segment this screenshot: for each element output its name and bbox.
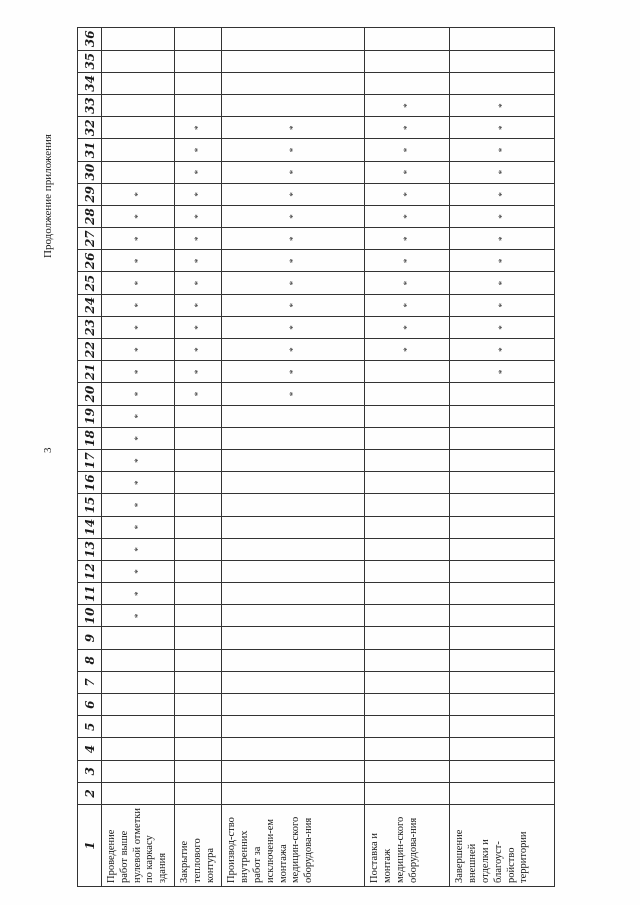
- column-header-27: 27: [78, 228, 102, 250]
- empty-cell: [222, 427, 365, 449]
- empty-cell: [365, 583, 450, 605]
- schedule-mark: *: [102, 472, 175, 494]
- schedule-mark: *: [450, 361, 555, 383]
- column-header-12: 12: [78, 560, 102, 582]
- empty-cell: [450, 494, 555, 516]
- empty-cell: [365, 538, 450, 560]
- empty-cell: [365, 560, 450, 582]
- schedule-mark: *: [365, 94, 450, 116]
- schedule-mark: *: [102, 183, 175, 205]
- schedule-mark: *: [102, 361, 175, 383]
- empty-cell: [365, 361, 450, 383]
- empty-cell: [450, 605, 555, 627]
- empty-cell: [102, 28, 175, 51]
- schedule-mark: *: [174, 205, 221, 227]
- column-header-36: 36: [78, 28, 102, 51]
- empty-cell: [222, 72, 365, 94]
- schedule-mark: *: [450, 272, 555, 294]
- schedule-table-wrapper: [77, 27, 549, 887]
- schedule-mark: *: [365, 272, 450, 294]
- row-label: Закрытие теплового контура: [174, 804, 221, 886]
- schedule-mark: *: [365, 228, 450, 250]
- column-header-7: 7: [78, 671, 102, 693]
- empty-cell: [174, 560, 221, 582]
- empty-cell: [450, 738, 555, 760]
- empty-cell: [102, 627, 175, 649]
- schedule-mark: *: [365, 250, 450, 272]
- empty-cell: [174, 28, 221, 51]
- empty-cell: [174, 760, 221, 782]
- empty-cell: [102, 139, 175, 161]
- empty-cell: [450, 72, 555, 94]
- empty-cell: [450, 782, 555, 804]
- schedule-mark: *: [174, 316, 221, 338]
- empty-cell: [222, 560, 365, 582]
- empty-cell: [174, 72, 221, 94]
- empty-cell: [222, 760, 365, 782]
- empty-cell: [102, 671, 175, 693]
- schedule-mark: *: [222, 183, 365, 205]
- column-header-16: 16: [78, 472, 102, 494]
- empty-cell: [174, 738, 221, 760]
- empty-cell: [174, 649, 221, 671]
- empty-cell: [222, 472, 365, 494]
- row-2: [222, 28, 365, 887]
- empty-cell: [174, 694, 221, 716]
- schedule-mark: *: [222, 361, 365, 383]
- column-header-17: 17: [78, 449, 102, 471]
- empty-cell: [450, 538, 555, 560]
- schedule-mark: *: [102, 427, 175, 449]
- schedule-mark: *: [222, 339, 365, 361]
- column-header-1: 1: [78, 804, 102, 886]
- schedule-mark: *: [222, 161, 365, 183]
- empty-cell: [365, 782, 450, 804]
- empty-cell: [102, 117, 175, 139]
- column-header-14: 14: [78, 516, 102, 538]
- schedule-mark: *: [222, 228, 365, 250]
- empty-cell: [365, 738, 450, 760]
- empty-cell: [102, 760, 175, 782]
- empty-cell: [450, 28, 555, 51]
- empty-cell: [365, 716, 450, 738]
- schedule-mark: *: [365, 117, 450, 139]
- schedule-mark: *: [102, 339, 175, 361]
- empty-cell: [222, 671, 365, 693]
- empty-cell: [222, 50, 365, 72]
- schedule-mark: *: [102, 405, 175, 427]
- empty-cell: [365, 494, 450, 516]
- empty-cell: [102, 50, 175, 72]
- schedule-mark: *: [450, 94, 555, 116]
- schedule-mark: *: [222, 139, 365, 161]
- schedule-mark: *: [222, 272, 365, 294]
- column-header-11: 11: [78, 583, 102, 605]
- empty-cell: [450, 694, 555, 716]
- column-header-2: 2: [78, 782, 102, 804]
- empty-cell: [365, 383, 450, 405]
- schedule-mark: *: [174, 361, 221, 383]
- column-header-9: 9: [78, 627, 102, 649]
- empty-cell: [222, 405, 365, 427]
- empty-cell: [450, 671, 555, 693]
- schedule-mark: *: [365, 139, 450, 161]
- schedule-mark: *: [450, 316, 555, 338]
- schedule-mark: *: [365, 205, 450, 227]
- column-header-33: 33: [78, 94, 102, 116]
- schedule-mark: *: [365, 161, 450, 183]
- schedule-mark: *: [222, 316, 365, 338]
- empty-cell: [174, 405, 221, 427]
- empty-cell: [365, 516, 450, 538]
- schedule-mark: *: [174, 161, 221, 183]
- empty-cell: [450, 516, 555, 538]
- schedule-mark: *: [174, 383, 221, 405]
- empty-cell: [365, 671, 450, 693]
- column-header-23: 23: [78, 316, 102, 338]
- column-header-25: 25: [78, 272, 102, 294]
- empty-cell: [222, 738, 365, 760]
- empty-cell: [450, 760, 555, 782]
- empty-cell: [365, 405, 450, 427]
- row-3: [365, 28, 450, 887]
- empty-cell: [102, 694, 175, 716]
- empty-cell: [450, 583, 555, 605]
- empty-cell: [450, 383, 555, 405]
- empty-cell: [222, 449, 365, 471]
- empty-cell: [365, 427, 450, 449]
- empty-cell: [174, 583, 221, 605]
- schedule-mark: *: [450, 339, 555, 361]
- empty-cell: [174, 671, 221, 693]
- column-header-8: 8: [78, 649, 102, 671]
- schedule-mark: *: [102, 205, 175, 227]
- empty-cell: [365, 28, 450, 51]
- schedule-mark: *: [102, 583, 175, 605]
- column-header-4: 4: [78, 738, 102, 760]
- column-header-34: 34: [78, 72, 102, 94]
- empty-cell: [102, 716, 175, 738]
- column-header-18: 18: [78, 427, 102, 449]
- schedule-mark: *: [450, 228, 555, 250]
- empty-cell: [174, 516, 221, 538]
- schedule-mark: *: [174, 183, 221, 205]
- schedule-mark: *: [450, 139, 555, 161]
- empty-cell: [174, 50, 221, 72]
- schedule-mark: *: [450, 205, 555, 227]
- empty-cell: [222, 516, 365, 538]
- empty-cell: [222, 494, 365, 516]
- empty-cell: [222, 716, 365, 738]
- column-header-20: 20: [78, 383, 102, 405]
- schedule-mark: *: [102, 383, 175, 405]
- schedule-mark: *: [174, 272, 221, 294]
- empty-cell: [102, 782, 175, 804]
- schedule-mark: *: [222, 117, 365, 139]
- row-4: [450, 28, 555, 887]
- schedule-mark: *: [102, 538, 175, 560]
- row-label: Поставка и монтаж медицин-ского оборудова-ния: [365, 804, 450, 886]
- row-label: Проведение работ выше нулевой отметки по каркасу здания: [102, 804, 175, 886]
- schedule-mark: *: [102, 449, 175, 471]
- empty-cell: [365, 694, 450, 716]
- schedule-mark: *: [174, 228, 221, 250]
- column-header-32: 32: [78, 117, 102, 139]
- schedule-mark: *: [222, 250, 365, 272]
- column-header-19: 19: [78, 405, 102, 427]
- empty-cell: [174, 627, 221, 649]
- column-header-15: 15: [78, 494, 102, 516]
- schedule-mark: *: [102, 605, 175, 627]
- empty-cell: [174, 449, 221, 471]
- page-number: 3: [42, 447, 54, 453]
- column-header-35: 35: [78, 50, 102, 72]
- empty-cell: [450, 560, 555, 582]
- empty-cell: [222, 538, 365, 560]
- row-0: [102, 28, 175, 887]
- schedule-mark: *: [450, 294, 555, 316]
- schedule-mark: *: [102, 272, 175, 294]
- empty-cell: [365, 472, 450, 494]
- column-header-6: 6: [78, 694, 102, 716]
- empty-cell: [450, 472, 555, 494]
- empty-cell: [102, 72, 175, 94]
- schedule-mark: *: [102, 494, 175, 516]
- empty-cell: [365, 50, 450, 72]
- empty-cell: [102, 738, 175, 760]
- column-header-21: 21: [78, 361, 102, 383]
- schedule-mark: *: [365, 316, 450, 338]
- row-label: Завершение внешней отделки и благоуст-ройство территории: [450, 804, 555, 886]
- empty-cell: [222, 649, 365, 671]
- empty-cell: [174, 538, 221, 560]
- empty-cell: [102, 649, 175, 671]
- schedule-mark: *: [174, 294, 221, 316]
- empty-cell: [365, 605, 450, 627]
- empty-cell: [174, 472, 221, 494]
- schedule-mark: *: [450, 250, 555, 272]
- schedule-mark: *: [102, 560, 175, 582]
- schedule-mark: *: [365, 294, 450, 316]
- column-header-29: 29: [78, 183, 102, 205]
- page-title: Продолжение приложения: [42, 134, 54, 258]
- schedule-mark: *: [102, 250, 175, 272]
- schedule-mark: *: [102, 516, 175, 538]
- column-header-5: 5: [78, 716, 102, 738]
- column-header-13: 13: [78, 538, 102, 560]
- empty-cell: [365, 649, 450, 671]
- column-header-row: [78, 28, 102, 887]
- empty-cell: [222, 605, 365, 627]
- empty-cell: [222, 782, 365, 804]
- schedule-mark: *: [450, 161, 555, 183]
- schedule-mark: *: [450, 183, 555, 205]
- empty-cell: [174, 427, 221, 449]
- empty-cell: [450, 50, 555, 72]
- empty-cell: [450, 649, 555, 671]
- schedule-mark: *: [222, 383, 365, 405]
- schedule-mark: *: [222, 205, 365, 227]
- schedule-mark: *: [102, 228, 175, 250]
- empty-cell: [450, 405, 555, 427]
- column-header-22: 22: [78, 339, 102, 361]
- empty-cell: [102, 94, 175, 116]
- empty-cell: [450, 716, 555, 738]
- schedule-mark: *: [102, 316, 175, 338]
- schedule-mark: *: [102, 294, 175, 316]
- schedule-mark: *: [450, 117, 555, 139]
- empty-cell: [174, 94, 221, 116]
- empty-cell: [222, 28, 365, 51]
- schedule-mark: *: [174, 139, 221, 161]
- empty-cell: [174, 716, 221, 738]
- column-header-26: 26: [78, 250, 102, 272]
- schedule-mark: *: [174, 339, 221, 361]
- schedule-mark: *: [174, 117, 221, 139]
- empty-cell: [174, 494, 221, 516]
- schedule-mark: *: [365, 183, 450, 205]
- empty-cell: [450, 449, 555, 471]
- empty-cell: [365, 72, 450, 94]
- schedule-mark: *: [174, 250, 221, 272]
- column-header-30: 30: [78, 161, 102, 183]
- empty-cell: [222, 583, 365, 605]
- empty-cell: [174, 782, 221, 804]
- empty-cell: [450, 427, 555, 449]
- column-header-24: 24: [78, 294, 102, 316]
- column-header-10: 10: [78, 605, 102, 627]
- empty-cell: [365, 627, 450, 649]
- schedule-mark: *: [222, 294, 365, 316]
- schedule-table: [77, 27, 555, 887]
- empty-cell: [222, 627, 365, 649]
- empty-cell: [222, 94, 365, 116]
- column-header-28: 28: [78, 205, 102, 227]
- row-label: Производ-ство внутренних работ за исключени-ем монтажа медицин-ского оборудова-ния: [222, 804, 365, 886]
- column-header-31: 31: [78, 139, 102, 161]
- schedule-mark: *: [365, 339, 450, 361]
- empty-cell: [102, 161, 175, 183]
- empty-cell: [365, 449, 450, 471]
- empty-cell: [174, 605, 221, 627]
- column-header-3: 3: [78, 760, 102, 782]
- empty-cell: [222, 694, 365, 716]
- row-1: [174, 28, 221, 887]
- empty-cell: [450, 627, 555, 649]
- empty-cell: [365, 760, 450, 782]
